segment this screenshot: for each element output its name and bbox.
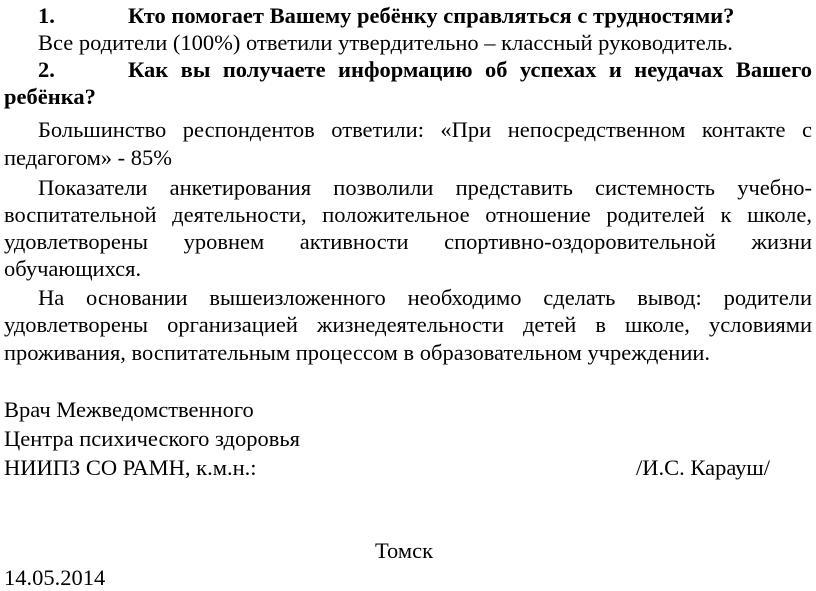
signature-line-1: Врач Межведомственного	[4, 397, 254, 422]
question-2-line-2: ребёнка?	[4, 84, 96, 109]
signature-name: /И.С. Карауш/	[636, 455, 771, 480]
answer-2-line-1: Большинство респондентов ответили: «При непосредственном контакте с	[38, 117, 812, 142]
question-2-text: Как вы получаете информацию об успехах и неудачах Вашего	[128, 57, 812, 82]
document-date: 14.05.2014	[4, 565, 106, 590]
signature-line-2: Центра психического здоровья	[4, 426, 300, 451]
question-2-line-1	[38, 56, 812, 83]
paragraph-3-line-1: Показатели анкетирования позволили представить системность учебно-	[38, 175, 812, 200]
signature-line-3: НИИПЗ СО РАМН, к.м.н.:	[4, 455, 257, 480]
paragraph-4-line-1: На основании вышеизложенного необходимо сделать вывод: родители	[38, 285, 812, 310]
paragraph-4-line-3: проживания, воспитательным процессом в образовательном учреждении.	[4, 340, 711, 365]
paragraph-4-line-2: удовлетворены организацией жизнедеятельности детей в школе, условиями	[4, 312, 812, 337]
question-1	[38, 2, 812, 29]
question-2-number: 2.	[38, 57, 55, 82]
paragraph-3-line-4: обучающихся.	[4, 256, 142, 281]
paragraph-3-line-2: воспитательной деятельности, положительное отношение родителей к школе,	[4, 202, 812, 227]
answer-2-line-2: педагогом» - 85%	[4, 145, 173, 170]
question-1-number: 1.	[38, 3, 55, 28]
city: Томск	[375, 538, 434, 563]
answer-1: Все родители (100%) ответили утвердительно – классный руководитель.	[38, 30, 733, 55]
question-1-text: Кто помогает Вашему ребёнку справляться с трудностями?	[128, 3, 735, 28]
paragraph-3-line-3: удовлетворены уровнем активности спортивно-оздоровительной жизни	[4, 229, 812, 254]
